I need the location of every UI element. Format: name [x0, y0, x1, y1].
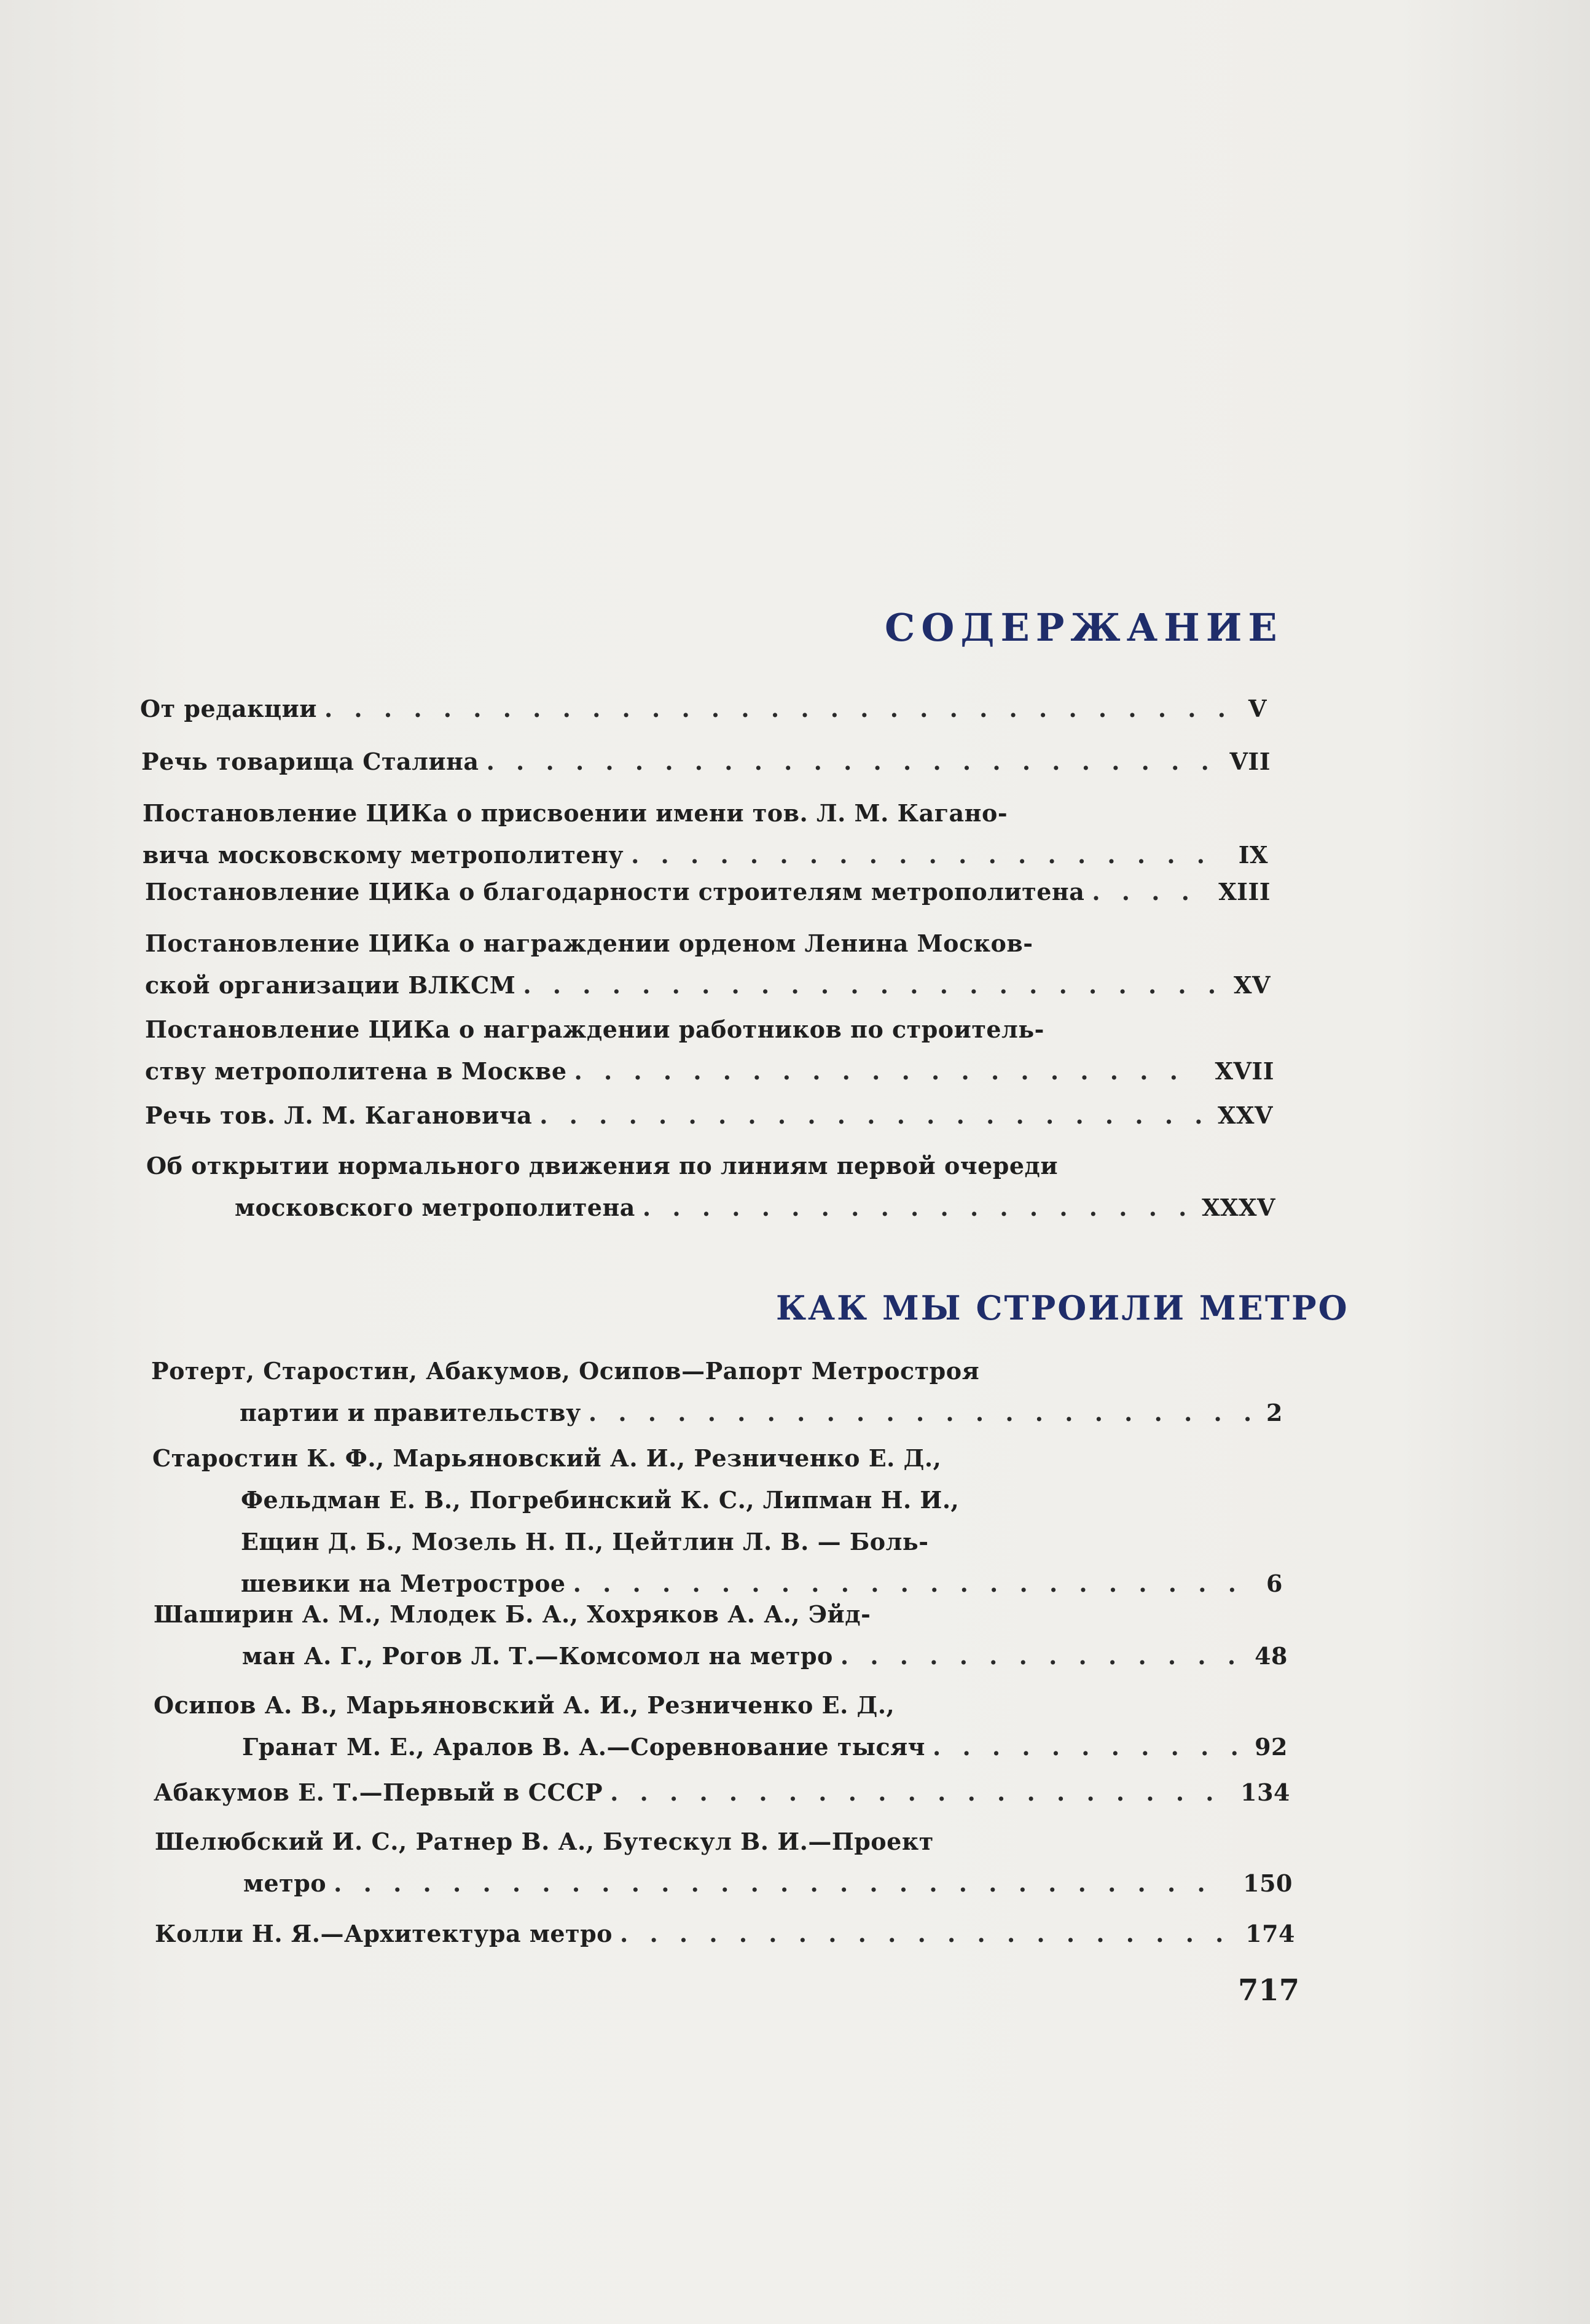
- toc-entry-text: шевики на Метрострое: [241, 1570, 566, 1597]
- dot-leader: [515, 964, 1219, 1006]
- dot-leader: [613, 1913, 1231, 1955]
- toc-entry: [146, 1145, 1275, 1229]
- toc-entry-text: Шаширин А. М., Млодек Б. А., Хохряков А. А., Эйд-: [154, 1600, 871, 1628]
- toc-entry-text: Об открытии нормального движения по линиям первой очереди: [146, 1152, 1059, 1180]
- toc-entry-text: ман А. Г., Рогов Л. Т.—Комсомол на метро: [242, 1642, 833, 1670]
- toc-page-number: 134: [1240, 1778, 1290, 1806]
- toc-entry: [151, 1350, 1283, 1434]
- toc-entry: [154, 1594, 1288, 1677]
- toc-page-number: XIII: [1218, 878, 1271, 906]
- toc-entry: [152, 1438, 1283, 1605]
- toc-entry: [155, 1913, 1295, 1955]
- toc-entry-text: Речь тов. Л. М. Кагановича: [145, 1101, 533, 1129]
- toc-entry: [143, 792, 1268, 876]
- toc-page-number: 92: [1255, 1733, 1288, 1761]
- toc-entry-text: Осипов А. В., Марьяновский А. И., Резниченко Е. Д.,: [154, 1691, 895, 1719]
- toc-entry-text: От редакции: [140, 695, 317, 722]
- dot-leader: [1084, 871, 1204, 913]
- toc-page-number: XVII: [1215, 1057, 1274, 1085]
- toc-page-number: 6: [1266, 1570, 1283, 1597]
- dot-leader: [581, 1392, 1251, 1434]
- toc-entry: [145, 1095, 1273, 1137]
- toc-page-number: IX: [1238, 841, 1268, 869]
- toc-entry: [145, 871, 1271, 913]
- toc-entry-text: Постановление ЦИКа о присвоении имени тов. Л. М. Кагано-: [143, 799, 1008, 827]
- toc-entry-text: Абакумов Е. Т.—Первый в СССР: [154, 1778, 603, 1806]
- toc-entry: [145, 1009, 1274, 1092]
- toc-entry-text: Колли Н. Я.—Архитектура метро: [155, 1920, 613, 1947]
- toc-page-number: 150: [1243, 1869, 1293, 1897]
- toc-entry: [141, 741, 1271, 783]
- toc-page-number: XXXV: [1202, 1194, 1275, 1221]
- toc-page-number: 174: [1245, 1920, 1295, 1947]
- toc-entry-text: вича московскому метрополитену: [143, 841, 624, 869]
- toc-page-number: 2: [1266, 1399, 1283, 1426]
- toc-entry-text: Ещин Д. Б., Мозель Н. П., Цейтлин Л. В. — Боль-: [241, 1528, 929, 1555]
- toc-entry-text: Постановление ЦИКа о награждении орденом Ленина Москов-: [145, 929, 1033, 957]
- toc-entry-text: Постановление ЦИКа о награждении работников по строитель-: [145, 1015, 1044, 1043]
- toc-page-number: XXV: [1218, 1101, 1273, 1129]
- toc-entry-text: Гранат М. Е., Аралов В. А.—Соревнование тысяч: [242, 1733, 925, 1761]
- toc-entry-text: Постановление ЦИКа о благодарности строителям метрополитена: [145, 878, 1085, 906]
- dot-leader: [603, 1772, 1226, 1813]
- toc-entry: [154, 1684, 1288, 1768]
- toc-page-number: VII: [1229, 748, 1271, 775]
- dot-leader: [635, 1187, 1187, 1229]
- toc-page-number: V: [1248, 695, 1267, 722]
- toc-entry: [154, 1772, 1290, 1813]
- toc-entry-text: метро: [243, 1869, 327, 1897]
- toc-entry-text: Шелюбский И. С., Ратнер В. А., Бутескул В. И.—Проект: [155, 1828, 934, 1855]
- dot-leader: [567, 1050, 1200, 1092]
- dot-leader: [925, 1726, 1240, 1768]
- toc-entry-text: Речь товарища Сталина: [141, 748, 479, 775]
- toc-entry: [155, 1821, 1293, 1904]
- dot-leader: [624, 834, 1224, 876]
- toc-entry-text: московского метрополитена: [235, 1194, 635, 1221]
- toc-entry-text: партии и правительству: [240, 1399, 581, 1426]
- toc-entry-text: Ротерт, Старостин, Абакумов, Осипов—Рапорт Метростроя: [151, 1357, 980, 1385]
- toc-entry-text: Старостин К. Ф., Марьяновский А. И., Резниченко Е. Д.,: [152, 1444, 942, 1472]
- page-number: 717: [1238, 1973, 1300, 2008]
- section-title: КАК МЫ СТРОИЛИ МЕТРО: [776, 1288, 1349, 1328]
- toc-entry: [140, 688, 1267, 730]
- toc-page-number: XV: [1234, 971, 1271, 999]
- dot-leader: [479, 741, 1215, 783]
- toc-page-number: 48: [1255, 1642, 1288, 1670]
- dot-leader: [532, 1095, 1203, 1137]
- toc-entry-text: ской организации ВЛКСМ: [145, 971, 516, 999]
- toc-entry-text: Фельдман Е. В., Погребинский К. С., Липман Н. И.,: [241, 1486, 960, 1514]
- toc-entry-text: ству метрополитена в Москве: [145, 1057, 567, 1085]
- dot-leader: [326, 1863, 1228, 1904]
- dot-leader: [317, 688, 1234, 730]
- dot-leader: [833, 1635, 1240, 1677]
- toc-entry: [145, 923, 1271, 1006]
- contents-title: СОДЕРЖАНИЕ: [885, 605, 1283, 650]
